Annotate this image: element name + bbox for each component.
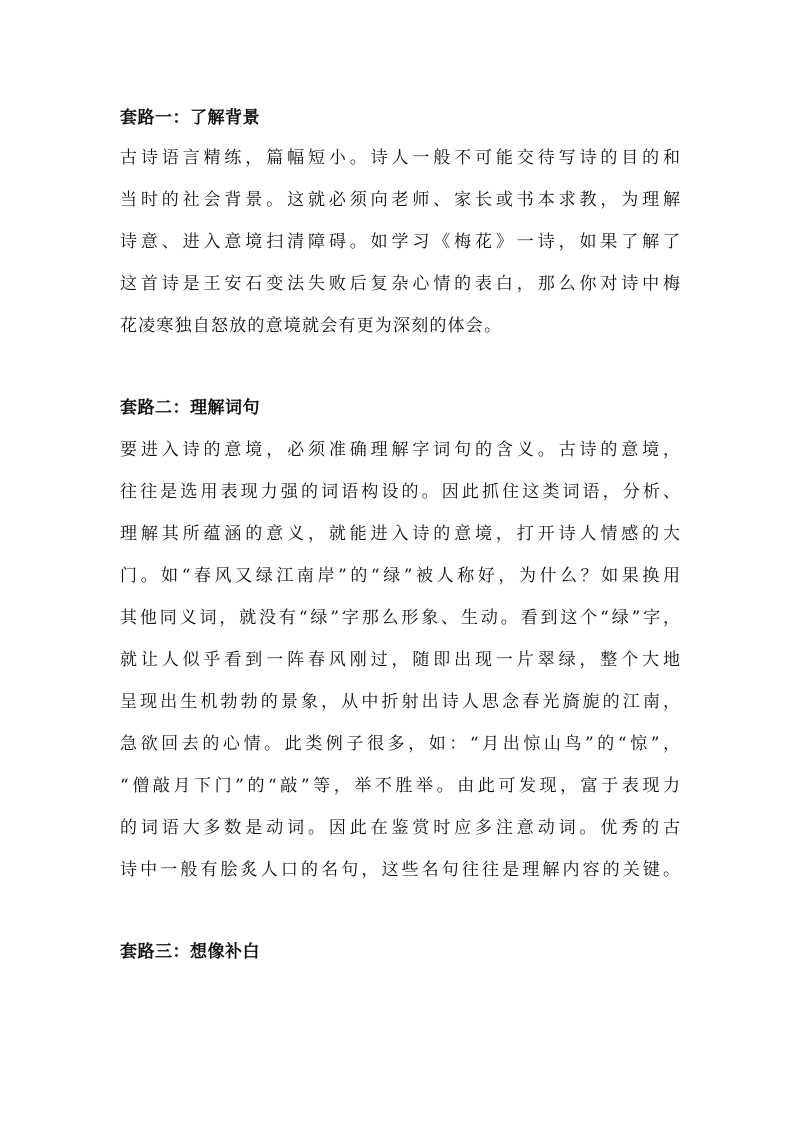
section-2-line-4: 门。如“春风又绿江南岸”的“绿”被人称好，为什么？如果换用 <box>120 566 680 586</box>
section-2-line-3: 理解其所蕴涵的意义，就能进入诗的意境，打开诗人情感的大 <box>120 524 680 544</box>
section-1-heading: 套路一：了解背景 <box>120 108 260 128</box>
section-2-heading: 套路二：理解词句 <box>120 398 260 418</box>
section-2-line-8: 急欲回去的心情。此类例子很多，如：“月出惊山鸟”的“惊”， <box>120 734 680 754</box>
section-2-line-11: 诗中一般有脍炙人口的名句，这些名句往往是理解内容的关键。 <box>120 860 680 880</box>
section-2-line-10: 的词语大多数是动词。因此在鉴赏时应多注意动词。优秀的古 <box>120 818 680 838</box>
section-2-line-2: 往往是选用表现力强的词语构设的。因此抓住这类词语，分析、 <box>120 482 680 502</box>
section-2-line-9: “僧敲月下门”的“敲”等，举不胜举。由此可发现，富于表现力 <box>120 776 680 796</box>
section-1-line-5: 花凌寒独自怒放的意境就会有更为深刻的体会。 <box>120 316 503 336</box>
section-2-line-1: 要进入诗的意境，必须准确理解字词句的含义。古诗的意境， <box>120 440 680 460</box>
section-2-line-7: 呈现出生机勃勃的景象，从中折射出诗人思念春光旖旎的江南， <box>120 692 680 712</box>
section-3-heading: 套路三：想像补白 <box>120 942 260 962</box>
section-1-line-2: 当时的社会背景。这就必须向老师、家长或书本求教，为理解 <box>120 190 680 210</box>
section-1-line-4: 这首诗是王安石变法失败后复杂心情的表白，那么你对诗中梅 <box>120 274 680 294</box>
section-1-line-1: 古诗语言精练，篇幅短小。诗人一般不可能交待写诗的目的和 <box>120 148 680 168</box>
section-2-line-5: 其他同义词，就没有“绿”字那么形象、生动。看到这个“绿”字， <box>120 608 680 628</box>
section-2-line-6: 就让人似乎看到一阵春风刚过，随即出现一片翠绿，整个大地 <box>120 650 680 670</box>
section-1-line-3: 诗意、进入意境扫清障碍。如学习《梅花》一诗，如果了解了 <box>120 232 680 252</box>
